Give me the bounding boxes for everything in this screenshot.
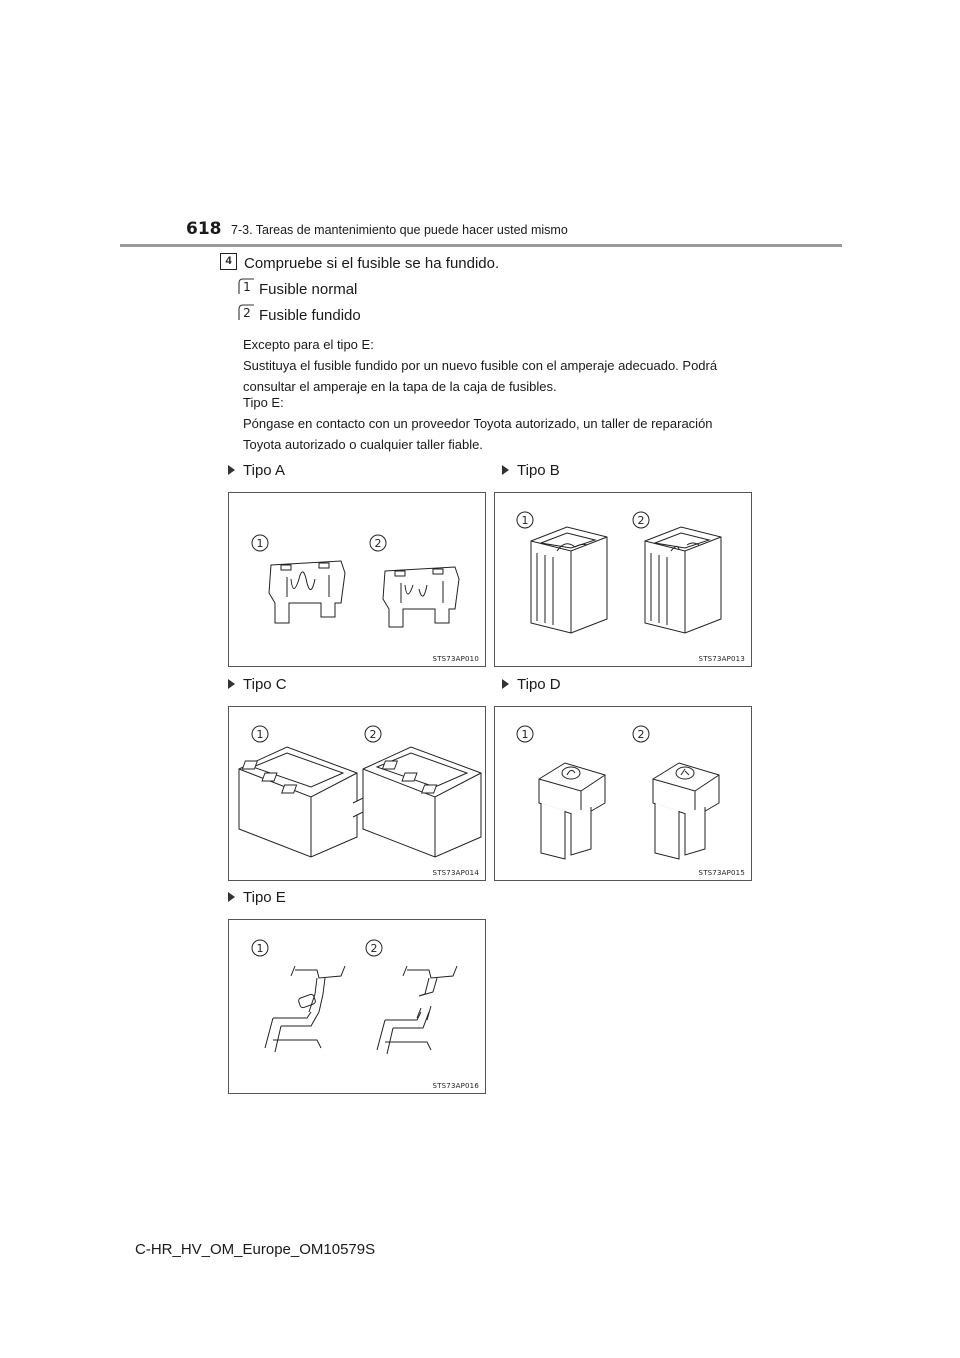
svg-text:1: 1 [256,942,264,955]
item-number-badge-1 [238,278,253,293]
figure-code: STS73AP014 [432,869,479,877]
figure-code: STS73AP015 [698,869,745,877]
svg-text:2: 2 [243,306,251,320]
fuse-type-a-illustration [229,493,485,666]
fuse-type-c-illustration [229,707,485,880]
fuse-type-b-illustration [495,493,751,666]
note-except-heading: Excepto para el tipo E: [243,337,374,352]
tipo-e-label: Tipo E [228,889,286,906]
note-type-e [243,392,748,455]
fuse-type-d-illustration [495,707,751,880]
footer-document-id: C-HR_HV_OM_Europe_OM10579S [135,1241,376,1258]
svg-text:2: 2 [637,514,645,527]
svg-text:2: 2 [637,728,645,741]
svg-text:1: 1 [243,280,251,294]
arrow-right-icon [228,679,235,689]
svg-text:1: 1 [521,514,529,527]
item-label-blown-fuse: Fusible fundido [259,307,361,324]
arrow-right-icon [228,465,235,475]
tipo-b-label: Tipo B [502,462,560,479]
svg-text:1: 1 [256,537,264,550]
svg-text:2: 2 [374,537,382,550]
item-label-normal-fuse: Fusible normal [259,281,358,298]
tipo-a-label: Tipo A [228,462,285,479]
step-instruction: Compruebe si el fusible se ha fundido. [244,255,500,272]
note-type-e-heading: Tipo E: [243,395,284,410]
figure-code: STS73AP016 [432,1082,479,1090]
figure-tipo-d [494,706,752,881]
figure-tipo-c [228,706,486,881]
item-number-badge-2 [238,304,253,319]
fuse-type-e-illustration [229,920,485,1093]
figure-code: STS73AP013 [698,655,745,663]
arrow-right-icon [502,465,509,475]
tipo-c-label: Tipo C [228,676,287,693]
arrow-right-icon [502,679,509,689]
note-except-text: Sustituya el fusible fundido por un nuevo fusible con el amperaje adecuado. Podrá consultar el amperaje en la tapa de la caja de fusibles. [243,358,718,394]
tipo-d-label: Tipo D [502,676,561,693]
figure-tipo-b [494,492,752,667]
arrow-right-icon [228,892,235,902]
svg-text:1: 1 [256,728,264,741]
figure-tipo-e [228,919,486,1094]
section-title: 7-3. Tareas de mantenimiento que puede hacer usted mismo [231,223,568,237]
page-number: 618 [186,219,222,239]
step-number-badge: 4 [220,253,237,270]
svg-text:1: 1 [521,728,529,741]
svg-text:2: 2 [369,728,377,741]
header-rule [120,244,842,247]
figure-code: STS73AP010 [432,655,479,663]
figure-tipo-a [228,492,486,667]
svg-text:2: 2 [370,942,378,955]
note-except-type-e [243,334,748,397]
note-type-e-text: Póngase en contacto con un proveedor Toyota autorizado, un taller de reparación Toyota autorizado o cualquier taller fiable. [243,416,713,452]
